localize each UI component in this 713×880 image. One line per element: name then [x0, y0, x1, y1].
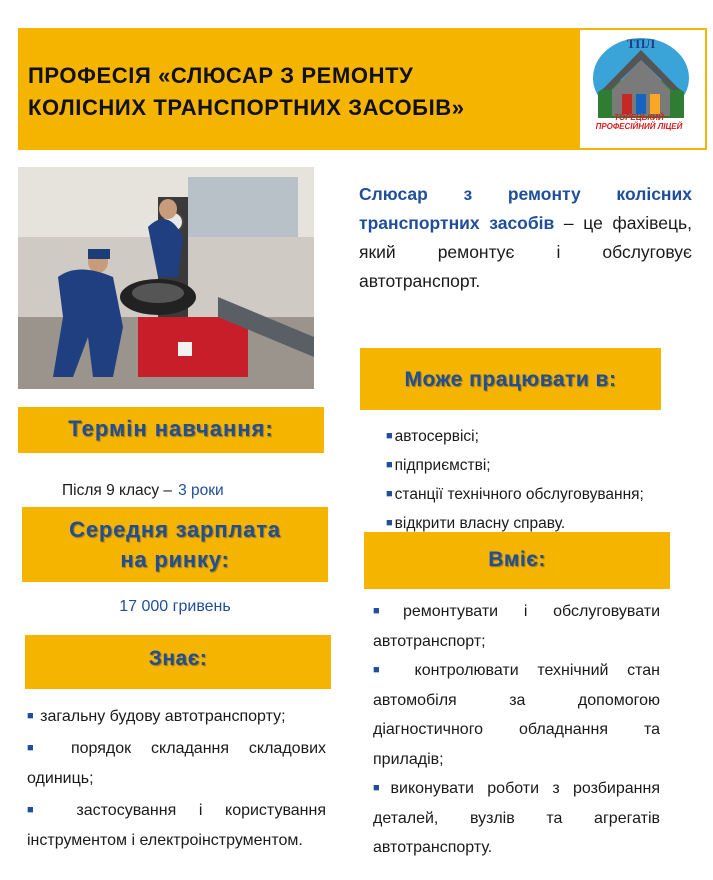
bullet-icon: ■	[27, 741, 50, 754]
bullet-icon: ■	[386, 488, 393, 500]
skills-heading-box	[364, 532, 670, 589]
term-value-line	[62, 482, 224, 500]
list-item: ■ порядок складання складових одиниць;	[27, 739, 326, 787]
list-item: ■ відкрити власну справу.	[386, 515, 566, 532]
intro-description: – це фахівець, який ремонтує і обслуговує автотранспорт.	[359, 213, 693, 291]
list-item: ■ контролювати технічний стан автомобіля за допомогою діагностичного обладнання та приладів;	[373, 662, 660, 768]
term-heading-box	[18, 407, 324, 453]
work-heading-box	[360, 348, 661, 410]
salary-heading-line-1: Середня зарплата	[69, 517, 281, 542]
title-line-2: КОЛІСНИХ ТРАНСПОРТНИХ ЗАСОБІВ»	[28, 95, 465, 120]
knowledge-heading-box	[25, 635, 331, 689]
term-heading: Термін навчання:	[68, 416, 274, 441]
term-duration: 3 роки	[178, 482, 224, 499]
list-item: ■ станції технічного обслуговування;	[386, 486, 644, 503]
bullet-icon: ■	[386, 517, 393, 529]
list-item: ■ ремонтувати і обслуговувати автотранспорт;	[373, 603, 660, 650]
list-item: ■ підприємстві;	[386, 457, 491, 474]
bullet-icon: ■	[27, 803, 52, 816]
salary-heading-line-2: на ринку:	[120, 547, 230, 572]
salary-value: 17 000 гривень	[119, 598, 231, 615]
list-item: ■ застосування і користування інструментом і електроінструментом.	[27, 801, 326, 849]
logo-abbr: ТПЛ	[626, 36, 656, 51]
skills-list	[373, 597, 660, 863]
skills-heading: Вміє:	[488, 548, 546, 571]
list-item: ■ загальну будову автотранспорту;	[27, 708, 286, 725]
salary-heading-box	[22, 507, 328, 582]
intro-paragraph	[359, 180, 692, 296]
bullet-icon: ■	[373, 664, 394, 676]
workshop-photo	[18, 167, 314, 389]
salary-heading	[22, 515, 328, 575]
term-prefix: Після 9 класу –	[62, 482, 173, 499]
work-list	[386, 422, 696, 538]
knowledge-list	[27, 701, 326, 857]
bullet-icon: ■	[27, 710, 34, 722]
work-heading: Може працювати в:	[404, 368, 617, 391]
knowledge-heading: Знає:	[148, 647, 208, 670]
list-item: ■ автосервісі;	[386, 428, 479, 445]
bullet-icon: ■	[373, 605, 401, 617]
profession-name: Слюсар з ремонту колісних транспортних засобів	[359, 184, 692, 233]
title-line-1: ПРОФЕСІЯ «СЛЮСАР З РЕМОНТУ	[28, 63, 414, 88]
bullet-icon: ■	[386, 430, 393, 442]
bullet-icon: ■	[373, 782, 389, 794]
bullet-icon: ■	[386, 459, 393, 471]
list-item: ■ виконувати роботи з розбирання деталей, вузлів та агрегатів автотранспорту.	[373, 780, 660, 856]
logo-caption: ТОРЕЦЬКИЙ ПРОФЕСІЙНИЙ ЛІЦЕЙ	[595, 113, 683, 131]
page-title	[28, 60, 588, 124]
